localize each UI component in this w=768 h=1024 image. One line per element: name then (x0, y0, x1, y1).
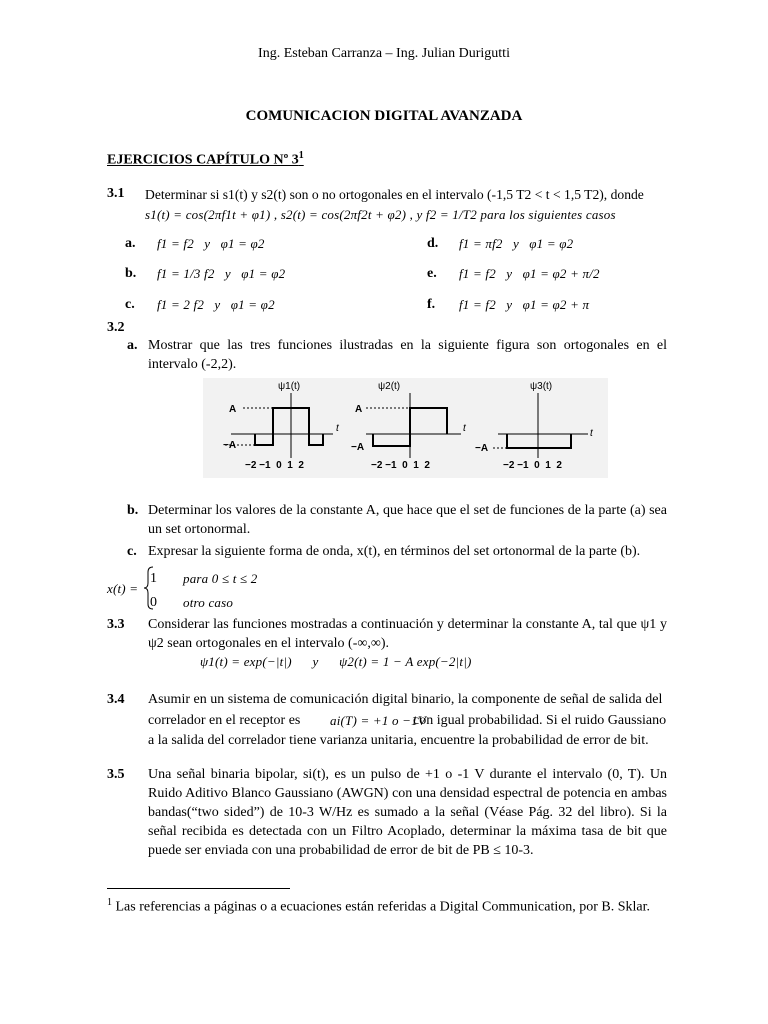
svg-text:−A: −A (475, 443, 489, 454)
svg-text:t: t (463, 423, 466, 434)
svg-text:t: t (590, 428, 593, 439)
exercise-3-2-number: 3.2 (107, 320, 125, 335)
case-e-label: e. (427, 266, 437, 281)
psi1-title: ψ1(t) (278, 381, 301, 392)
case-f-expr: f1 = f2 y φ1 = φ2 + π (459, 297, 590, 312)
x-case2-condition: otro caso (183, 595, 234, 610)
exercise-3-1-text: Determinar si s1(t) y s2(t) son o no ortogonales en el intervalo (-1,5 T2 < t < 1,5 T2), donde (145, 187, 644, 202)
footnote-separator (107, 888, 290, 889)
exercise-3-5-number: 3.5 (107, 767, 125, 782)
case-c-label: c. (125, 297, 135, 312)
exercise-3-3-formula: ψ1(t) = exp(−|t|) y ψ2(t) = 1 − A exp(−2|t|) (200, 654, 472, 669)
footnote: $^1$ Las referencias a páginas o a ecuaciones están referidas a Digital Communication, por B. Sklar. (107, 897, 651, 915)
x-case1-value: 1 (150, 571, 157, 586)
case-c-expr: f1 = 2 f2 y φ1 = φ2 (157, 297, 275, 312)
psi3-title: ψ3(t) (530, 381, 553, 392)
exercise-3-2a-text: Mostrar que las tres funciones ilustradas en la siguiente figura son ortogonales en el intervalo (-2,2). (148, 338, 667, 372)
case-d-expr: f1 = πf2 y φ1 = φ2 (459, 236, 574, 251)
case-e-expr: f1 = f2 y φ1 = φ2 + π/2 (459, 266, 600, 281)
case-b-label: b. (125, 266, 137, 281)
svg-text:−A: −A (223, 440, 237, 451)
exercise-3-4-line2a: correlador en el receptor es (148, 713, 301, 728)
exercise-3-4-line2b: con igual probabilidad. Si el ruido Gaussiano (413, 713, 667, 728)
case-f-label: f. (427, 297, 436, 312)
x-of-t-lhs: x(t) = (107, 581, 139, 596)
exercise-3-2a-label: a. (127, 338, 138, 353)
case-d-label: d. (427, 236, 439, 251)
page-title: COMUNICACION DIGITAL AVANZADA (245, 108, 523, 124)
exercise-3-4-line3: a la salida del correlador tiene varianza unitaria, encuentre la probabilidad de error de bit. (148, 733, 649, 748)
psi2-title: ψ2(t) (378, 381, 401, 392)
case-a-label: a. (125, 236, 136, 251)
exercise-3-1-formula: s1(t) = cos(2πf1t + φ1) , s2(t) = cos(2πf2t + φ2) , y f2 = 1/T2 para los siguientes casos (145, 207, 616, 222)
case-a-expr: f1 = f2 y φ1 = φ2 (157, 236, 265, 251)
exercise-3-4-formula: ai(T) = +1 o −1V (330, 713, 426, 728)
exercise-3-1-number: 3.1 (107, 186, 125, 201)
svg-text:−2 −1 0 1 2: −2 −1 0 1 2 (503, 460, 562, 471)
orthogonal-functions-figure (203, 378, 608, 478)
chapter-heading: EJERCICIOS CAPÍTULO Nº $3^1$ (107, 150, 304, 168)
exercise-3-2c-label: c. (127, 544, 137, 559)
exercise-3-4-line1: Asumir en un sistema de comunicación digital binario, la componente de señal de salida del (148, 692, 663, 707)
exercise-3-3-number: 3.3 (107, 617, 125, 632)
case-b-expr: f1 = 1/3 f2 y φ1 = φ2 (157, 266, 286, 281)
x-case1-condition: para 0 ≤ t ≤ 2 (183, 571, 258, 586)
page-header: Ing. Esteban Carranza – Ing. Julian Durigutti (258, 46, 510, 61)
exercise-3-4-number: 3.4 (107, 692, 125, 707)
svg-text:A: A (355, 404, 363, 415)
exercise-3-2b-text: Determinar los valores de la constante A, que hace que el set de funciones de la parte (a) sea un set ortonormal. (148, 503, 667, 537)
exercise-3-2b-label: b. (127, 503, 139, 518)
svg-text:A: A (229, 404, 237, 415)
svg-text:−A: −A (351, 442, 365, 453)
x-case2-value: 0 (150, 595, 157, 610)
svg-text:t: t (336, 423, 339, 434)
svg-text:−2 −1 0 1 2: −2 −1 0 1 2 (371, 460, 430, 471)
exercise-3-2c-text: Expresar la siguiente forma de onda, x(t), en términos del set ortonormal de la parte (b). (148, 544, 641, 559)
exercise-3-3-text: Considerar las funciones mostradas a continuación y determinar la constante A, tal que ψ1 y ψ2 sean ortogonales en el intervalo (-∞,∞). (148, 617, 667, 651)
svg-text:−2 −1 0 1 2: −2 −1 0 1 2 (245, 460, 304, 471)
exercise-3-5-text: Una señal binaria bipolar, si(t), es un pulso de +1 o -1 V durante el intervalo (0, T). Un Ruido Aditivo Blanco Gaussiano (AWGN) con una densidad espectral de potencia en ambas bandas(“two sided”) de 10-3 W/Hz es sumado a la señal (Véase Pág. 32 del libro). Si la señal recibida es detectada con un Filtro Acoplado, determinar la máxima tasa de bit que puede ser enviada con una probabilidad de error de bit de PB ≤ 10-3. (148, 767, 667, 858)
